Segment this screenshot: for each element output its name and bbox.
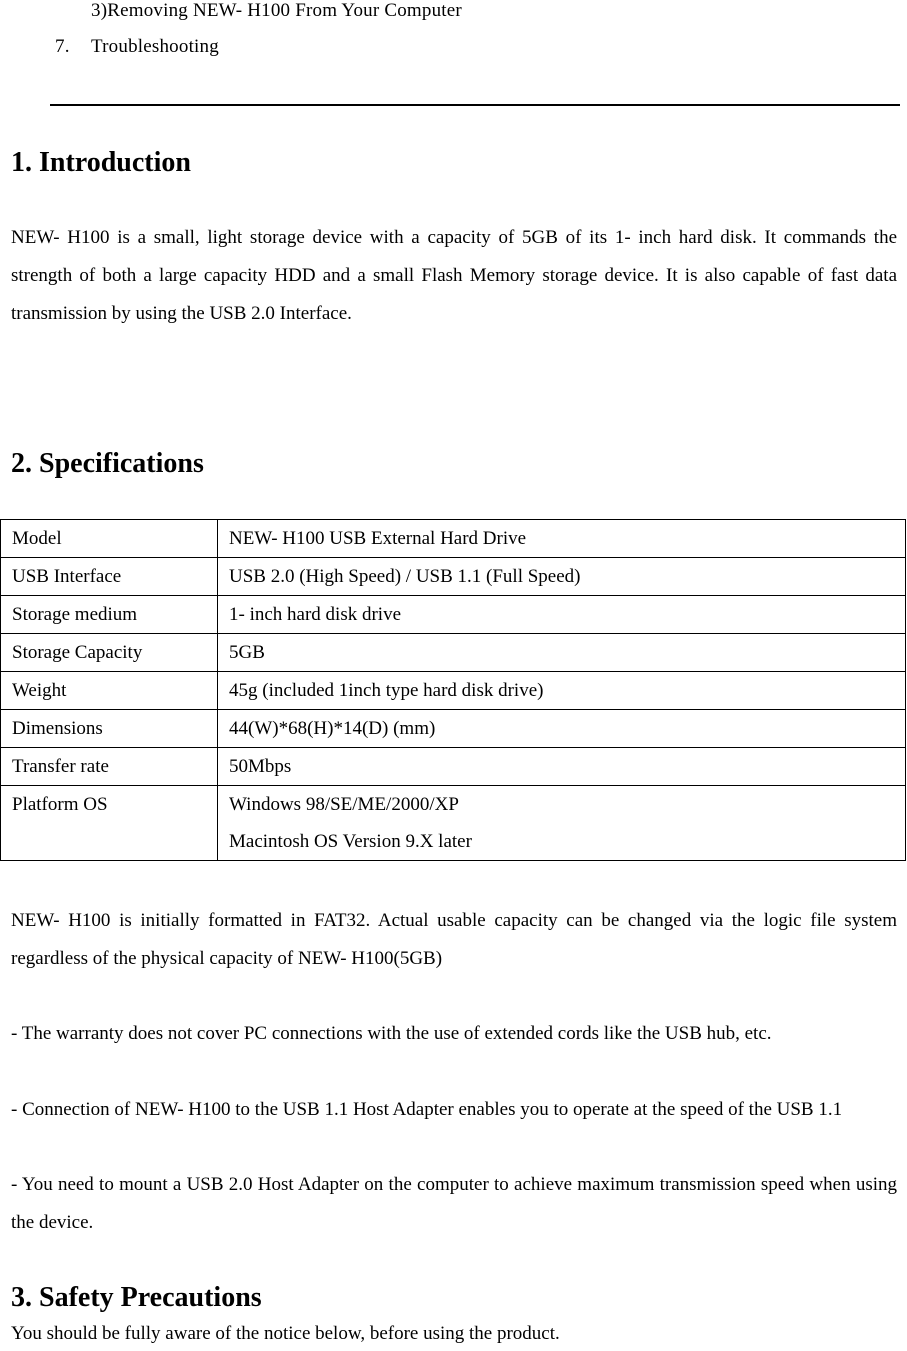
note-item: - The warranty does not cover PC connections with the use of extended cords like the USB hub, etc. — [11, 1023, 772, 1044]
spec-value: 50Mbps — [218, 748, 906, 786]
spec-label: Storage Capacity — [1, 634, 218, 672]
spec-value: USB 2.0 (High Speed) / USB 1.1 (Full Speed) — [218, 558, 906, 596]
toc-item-label: Troubleshooting — [91, 36, 219, 57]
spec-value-line: Windows 98/SE/ME/2000/XP — [229, 794, 459, 815]
table-row — [1, 672, 906, 710]
spec-label: USB Interface — [1, 558, 218, 596]
safety-paragraph: You should be fully aware of the notice below, before using the product. — [11, 1323, 560, 1344]
spec-label: Storage medium — [1, 596, 218, 634]
spec-value-line: Macintosh OS Version 9.X later — [229, 831, 472, 852]
table-row — [1, 634, 906, 672]
table-row — [1, 786, 906, 861]
spec-label-text: Platform OS — [12, 794, 108, 815]
spec-label — [1, 786, 218, 861]
toc-item-number: 7. — [55, 36, 70, 57]
table-row — [1, 558, 906, 596]
spec-value — [218, 786, 906, 861]
spec-label: Weight — [1, 672, 218, 710]
intro-heading: 1. Introduction — [11, 147, 191, 178]
note-item: - Connection of NEW- H100 to the USB 1.1 Host Adapter enables you to operate at the speed of the USB 1.1 — [11, 1099, 843, 1120]
note-item: - You need to mount a USB 2.0 Host Adapter on the computer to achieve maximum transmission speed when using the device. — [11, 1174, 897, 1233]
spec-label: Dimensions — [1, 710, 218, 748]
spec-value: 44(W)*68(H)*14(D) (mm) — [218, 710, 906, 748]
format-note: NEW- H100 is initially formatted in FAT32. Actual usable capacity can be changed via the logic file system regardless of the physical capacity of NEW- H100(5GB) — [11, 910, 897, 969]
section-divider — [50, 104, 900, 106]
specifications-table — [0, 519, 906, 861]
toc-item-removing: 3)Removing NEW- H100 From Your Computer — [91, 0, 462, 21]
spec-value: 5GB — [218, 634, 906, 672]
spec-value: 45g (included 1inch type hard disk drive) — [218, 672, 906, 710]
table-row — [1, 748, 906, 786]
spec-value: 1- inch hard disk drive — [218, 596, 906, 634]
specifications-heading: 2. Specifications — [11, 448, 204, 479]
toc-item-troubleshooting — [55, 36, 219, 58]
safety-heading: 3. Safety Precautions — [11, 1282, 262, 1313]
spec-label: Transfer rate — [1, 748, 218, 786]
spec-label: Model — [1, 520, 218, 558]
spec-value: NEW- H100 USB External Hard Drive — [218, 520, 906, 558]
table-row — [1, 596, 906, 634]
intro-paragraph: NEW- H100 is a small, light storage device with a capacity of 5GB of its 1- inch hard disk. It commands the strength of both a large capacity HDD and a small Flash Memory storage device. It is also capable of fast data transmission by using the USB 2.0 Interface. — [11, 227, 897, 324]
table-row — [1, 520, 906, 558]
table-row — [1, 710, 906, 748]
